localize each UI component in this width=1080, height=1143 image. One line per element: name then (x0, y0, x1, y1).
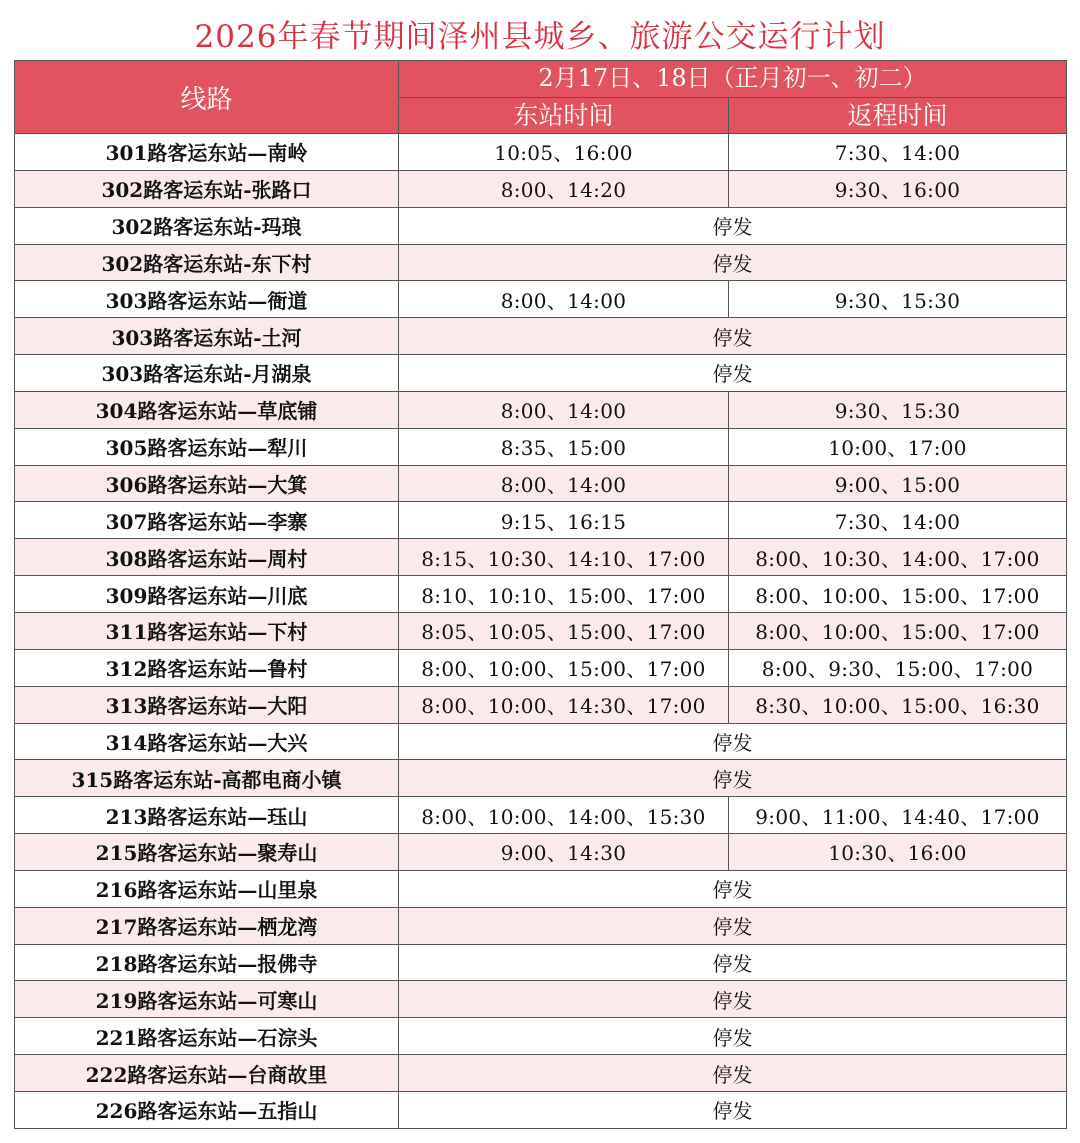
depart-times: 8:00、10:00、15:00、17:00 (399, 649, 729, 686)
suspended-status: 停发 (399, 207, 1067, 244)
suspended-status: 停发 (399, 318, 1067, 355)
depart-times: 8:05、10:05、15:00、17:00 (399, 612, 729, 649)
table-row (15, 134, 1067, 171)
depart-times: 8:00、14:20 (399, 170, 729, 207)
depart-times: 8:00、10:00、14:00、15:30 (399, 797, 729, 834)
header-date-span: 2月17日、18日（正月初一、初二） (399, 61, 1067, 98)
table-row (15, 686, 1067, 723)
depart-times: 8:10、10:10、15:00、17:00 (399, 576, 729, 613)
route-name: 226路客运东站—五指山 (15, 1091, 399, 1128)
route-name: 311路客运东站—下村 (15, 612, 399, 649)
table-row (15, 1091, 1067, 1128)
route-name: 315路客运东站-高都电商小镇 (15, 760, 399, 797)
return-times: 9:30、15:30 (729, 281, 1067, 318)
table-row (15, 244, 1067, 281)
route-name: 302路客运东站-东下村 (15, 244, 399, 281)
return-times: 8:00、10:00、15:00、17:00 (729, 612, 1067, 649)
depart-times: 8:00、14:00 (399, 391, 729, 428)
table-row (15, 355, 1067, 392)
route-name: 218路客运东站—报佛寺 (15, 944, 399, 981)
depart-times: 10:05、16:00 (399, 134, 729, 171)
suspended-status: 停发 (399, 244, 1067, 281)
return-times: 7:30、14:00 (729, 134, 1067, 171)
table-row (15, 281, 1067, 318)
page-title: 2026年春节期间泽州县城乡、旅游公交运行计划 (194, 19, 886, 55)
return-times: 8:00、9:30、15:00、17:00 (729, 649, 1067, 686)
table-row (15, 207, 1067, 244)
route-name: 303路客运东站-土河 (15, 318, 399, 355)
suspended-status: 停发 (399, 355, 1067, 392)
return-times: 9:30、16:00 (729, 170, 1067, 207)
table-row (15, 539, 1067, 576)
route-name: 305路客运东站—犁川 (15, 428, 399, 465)
table-row (15, 723, 1067, 760)
route-name: 217路客运东站—栖龙湾 (15, 907, 399, 944)
return-times: 8:30、10:00、15:00、16:30 (729, 686, 1067, 723)
suspended-status: 停发 (399, 870, 1067, 907)
route-name: 213路客运东站—珏山 (15, 797, 399, 834)
depart-times: 8:00、14:00 (399, 281, 729, 318)
return-times: 8:00、10:30、14:00、17:00 (729, 539, 1067, 576)
route-name: 215路客运东站—聚寿山 (15, 834, 399, 871)
table-row (15, 649, 1067, 686)
depart-times: 8:00、10:00、14:30、17:00 (399, 686, 729, 723)
route-name: 312路客运东站—鲁村 (15, 649, 399, 686)
return-times: 9:00、15:00 (729, 465, 1067, 502)
table-row (15, 981, 1067, 1018)
header-return: 返程时间 (729, 97, 1067, 134)
header-route: 线路 (15, 61, 399, 134)
route-name: 308路客运东站—周村 (15, 539, 399, 576)
schedule-table (14, 60, 1067, 1129)
return-times: 7:30、14:00 (729, 502, 1067, 539)
suspended-status: 停发 (399, 1055, 1067, 1092)
route-name: 306路客运东站—大箕 (15, 465, 399, 502)
route-name: 302路客运东站-张路口 (15, 170, 399, 207)
depart-times: 8:35、15:00 (399, 428, 729, 465)
route-name: 304路客运东站—草底铺 (15, 391, 399, 428)
route-name: 303路客运东站—衙道 (15, 281, 399, 318)
table-row (15, 465, 1067, 502)
table-row (15, 502, 1067, 539)
table-row (15, 907, 1067, 944)
suspended-status: 停发 (399, 723, 1067, 760)
return-times: 9:00、11:00、14:40、17:00 (729, 797, 1067, 834)
route-name: 314路客运东站—大兴 (15, 723, 399, 760)
route-name: 216路客运东站—山里泉 (15, 870, 399, 907)
table-row (15, 170, 1067, 207)
depart-times: 9:15、16:15 (399, 502, 729, 539)
suspended-status: 停发 (399, 1018, 1067, 1055)
depart-times: 8:15、10:30、14:10、17:00 (399, 539, 729, 576)
route-name: 303路客运东站-月湖泉 (15, 355, 399, 392)
suspended-status: 停发 (399, 760, 1067, 797)
table-row (15, 318, 1067, 355)
header-depart: 东站时间 (399, 97, 729, 134)
table-row (15, 944, 1067, 981)
return-times: 10:00、17:00 (729, 428, 1067, 465)
table-row (15, 760, 1067, 797)
route-name: 219路客运东站—可寒山 (15, 981, 399, 1018)
route-name: 313路客运东站—大阳 (15, 686, 399, 723)
depart-times: 8:00、14:00 (399, 465, 729, 502)
suspended-status: 停发 (399, 1091, 1067, 1128)
route-name: 221路客运东站—石淙头 (15, 1018, 399, 1055)
route-name: 222路客运东站—台商故里 (15, 1055, 399, 1092)
table-row (15, 612, 1067, 649)
table-body (15, 134, 1067, 1129)
route-name: 309路客运东站—川底 (15, 576, 399, 613)
return-times: 8:00、10:00、15:00、17:00 (729, 576, 1067, 613)
suspended-status: 停发 (399, 907, 1067, 944)
table-row (15, 797, 1067, 834)
table-row (15, 428, 1067, 465)
return-times: 9:30、15:30 (729, 391, 1067, 428)
route-name: 302路客运东站-玛琅 (15, 207, 399, 244)
table-row (15, 870, 1067, 907)
table-row (15, 1018, 1067, 1055)
table-row (15, 1055, 1067, 1092)
table-row (15, 391, 1067, 428)
route-name: 301路客运东站—南岭 (15, 134, 399, 171)
suspended-status: 停发 (399, 981, 1067, 1018)
depart-times: 9:00、14:30 (399, 834, 729, 871)
return-times: 10:30、16:00 (729, 834, 1067, 871)
table-row (15, 834, 1067, 871)
route-name: 307路客运东站—李寨 (15, 502, 399, 539)
suspended-status: 停发 (399, 944, 1067, 981)
table-header (15, 61, 1067, 134)
table-row (15, 576, 1067, 613)
